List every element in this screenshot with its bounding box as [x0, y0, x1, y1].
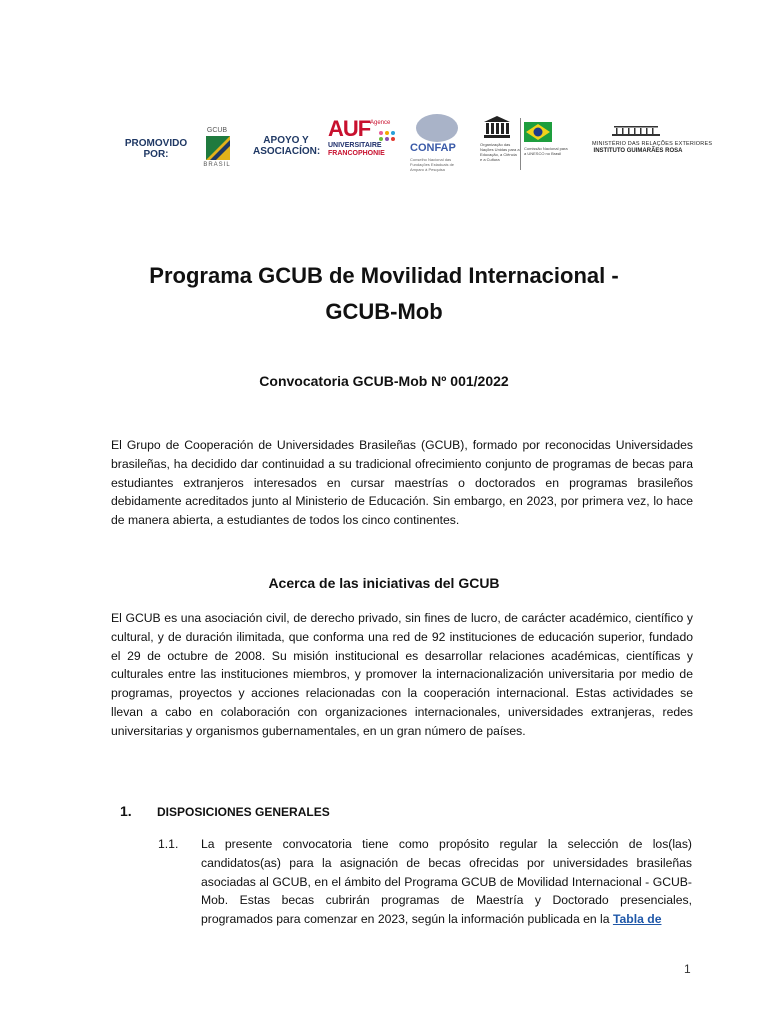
section-heading: Acerca de las iniciativas del GCUB: [268, 575, 500, 591]
page-number: 1: [684, 962, 691, 976]
list-item-text: La presente convocatoria tiene como propósito regular la selección de los(las) candidatos(as) para la asignación de becas ofrecidas por universidades brasileñas asociadas al GCUB, en el ámbito del Programa GCUB de Movilidad Internacional - GCUB-Mob. Estas becas cubrirán programas de Maestría y Doctorado presenciales, programados para comenzar en 2023, según la información publicada en la: [201, 837, 692, 927]
gcub-logo-top-text: GCUB: [206, 127, 228, 134]
list-item-number: 1.1.: [158, 837, 179, 851]
promovido-label: PROMOVIDO POR:: [124, 138, 188, 160]
list-heading-text: DISPOSICIONES GENERALES: [157, 805, 330, 819]
document-title-line2: GCUB-Mob: [325, 299, 443, 324]
apoyo-label: APOYO Y ASOCIACÍON:: [253, 135, 321, 157]
auf-logo-line1: UNIVERSITAIRE: [328, 142, 382, 149]
confap-logo: [410, 114, 466, 170]
tabla-link[interactable]: Tabla de: [612, 912, 662, 927]
mre-logo: [592, 124, 713, 164]
palace-icon: [612, 124, 660, 138]
unesco-logo-text: Organização das Nações Unidas para a Educação, a Ciência e a Cultura: [480, 142, 520, 162]
auf-logo: [328, 116, 400, 168]
auf-logo-name: AUF: [328, 116, 371, 141]
auf-logo-line2: FRANCOPHONIE: [328, 150, 385, 157]
confap-logo-subtitle: Conselho Nacional das Fundações Estaduais de Amparo à Pesquisa: [410, 157, 455, 172]
document-title: [0, 258, 768, 330]
auf-dots-icon: [378, 130, 398, 142]
section-paragraph: El GCUB es una asociación civil, de derecho privado, sin fines de lucro, de carácter académico, científico y cultural, y de duración ilimitada, que conforma una red de 92 instituciones de educación superior, fundado el 29 de octubre de 2008. Su misión institucional es desarrollar relaciones académicas, científicas y culturales entre las instituciones miembros, y promover la internacionalización universitaria por medio de programas, proyectos y acciones relacionadas con la cooperación internacional. Estas actividades se llevan a cabo en colaboración con organizaciones internacionales, universidades extranjeras, redes universitarias y organismos gubernamentales, en un gran número de países.: [111, 611, 693, 738]
sponsor-banner: [118, 112, 713, 172]
mre-logo-line1: MINISTÉRIO DAS RELAÇÕES EXTERIORES: [592, 141, 713, 147]
mre-logo-line2: INSTITUTO GUIMARÃES ROSA: [593, 148, 683, 154]
logo-divider: [520, 118, 521, 170]
list-item-text-block: [201, 835, 692, 929]
brazil-flag-icon: [524, 122, 552, 142]
intro-paragraph: El Grupo de Cooperación de Universidades Brasileñas (GCUB), formado por reconocidas Universidades brasileñas, ha decidido dar continuidad a su tradicional ofrecimiento conjunto de programas de becas para estudiantes extranjeros interesados en cursar maestrías o doctorados en programas brasileños debidamente acreditados junto al Ministerio de Educación. Sin embargo, en 2023, por primera vez, lo hace de manera abierta, a estudiantes de todos los cinco continentes.: [111, 438, 693, 528]
document-subtitle: Convocatoria GCUB-Mob Nº 001/2022: [259, 373, 509, 389]
gcub-mark-icon: [206, 136, 230, 160]
auf-logo-agence: Agence: [370, 120, 391, 126]
confap-emblem-icon: [416, 114, 458, 142]
list-heading-number: 1.: [120, 803, 132, 819]
brazil-commission-text: Comissão Nacional para a UNESCO no Brasil: [524, 146, 568, 156]
gcub-logo-bottom-text: BRASIL: [203, 162, 231, 168]
confap-logo-name: CONFAP: [410, 142, 456, 154]
unesco-logo: [480, 116, 570, 172]
unesco-temple-icon: [484, 116, 510, 138]
gcub-logo: [200, 127, 234, 173]
document-title-line1: Programa GCUB de Movilidad Internacional -: [149, 263, 619, 288]
